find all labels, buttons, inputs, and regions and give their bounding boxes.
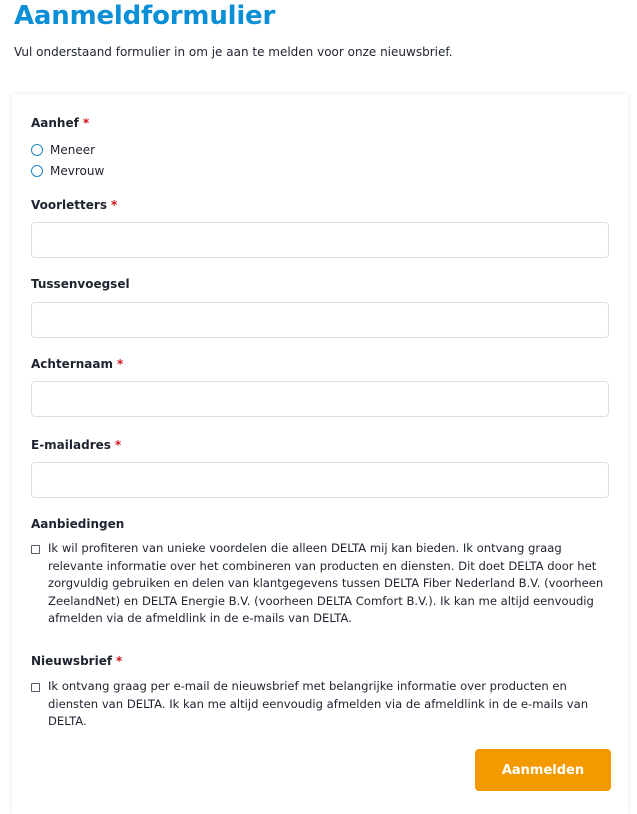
initials-input[interactable] bbox=[31, 222, 609, 258]
lastname-label: Achternaam * bbox=[31, 357, 124, 371]
page-title: Aanmeldformulier bbox=[14, 1, 276, 31]
salutation-label: Aanhef * bbox=[31, 116, 90, 130]
signup-form bbox=[12, 94, 628, 814]
submit-button[interactable]: Aanmelden bbox=[475, 749, 611, 791]
required-marker: * bbox=[116, 357, 124, 371]
radio-label: Meneer bbox=[50, 143, 96, 157]
offers-consent[interactable] bbox=[31, 540, 611, 628]
newsletter-consent-text: Ik ontvang graag per e-mail de nieuwsbrief met belangrijke informatie over producten en diensten van DELTA. Ik kan me altijd eenvoudig afmelden via de afmeldlink in de e-mails van DELTA. bbox=[48, 679, 589, 728]
required-marker: * bbox=[82, 116, 90, 130]
offers-consent-text: Ik wil profiteren van unieke voordelen die alleen DELTA mij kan bieden. Ik ontvang graag relevante informatie over het combineren van producten en diensten. Dit doet DELTA door het zorgvuldig gebruiken en delen van klantgegevens tussen DELTA Fiber Nederland B.V. (voorheen ZeelandNet) en DELTA Energie B.V. (voorheen DELTA Comfort B.V.). Ik kan me altijd eenvoudig afmelden via de afmeldlink in de e-mails van DELTA. bbox=[48, 541, 604, 625]
newsletter-consent[interactable] bbox=[31, 678, 611, 731]
offers-checkbox[interactable] bbox=[31, 545, 40, 554]
radio-option-meneer[interactable] bbox=[31, 142, 95, 158]
required-marker: * bbox=[114, 438, 122, 452]
radio-label: Mevrouw bbox=[50, 164, 105, 178]
required-marker: * bbox=[110, 198, 118, 212]
intro-text: Vul onderstaand formulier in om je aan te melden voor onze nieuwsbrief. bbox=[14, 45, 453, 59]
radio-button[interactable] bbox=[31, 144, 43, 156]
radio-button[interactable] bbox=[31, 165, 43, 177]
required-marker: * bbox=[116, 654, 123, 668]
infix-label: Tussenvoegsel bbox=[31, 277, 130, 291]
radio-option-mevrouw[interactable] bbox=[31, 163, 104, 179]
newsletter-label: Nieuwsbrief * bbox=[31, 654, 123, 668]
initials-label: Voorletters * bbox=[31, 198, 118, 212]
infix-input[interactable] bbox=[31, 302, 609, 338]
newsletter-checkbox[interactable] bbox=[31, 683, 40, 692]
lastname-input[interactable] bbox=[31, 381, 609, 417]
email-label: E-mailadres * bbox=[31, 438, 122, 452]
offers-label: Aanbiedingen bbox=[31, 517, 125, 531]
email-input[interactable] bbox=[31, 462, 609, 498]
